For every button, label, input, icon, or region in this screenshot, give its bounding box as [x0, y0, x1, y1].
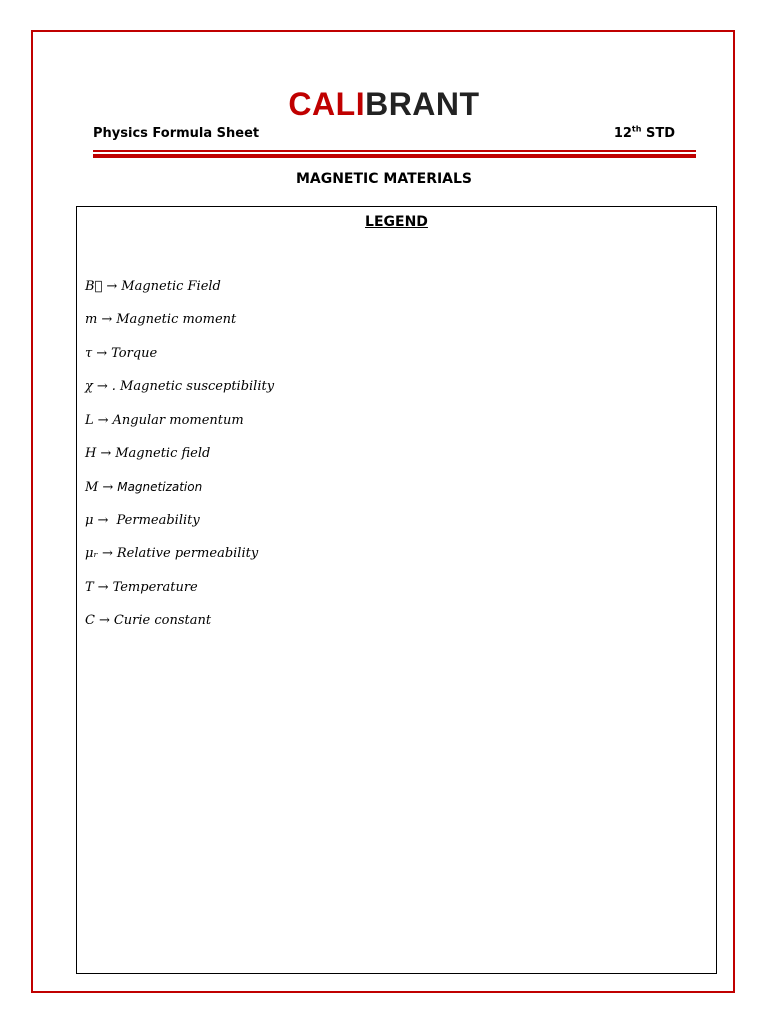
legend-symbol: χ: [85, 379, 93, 395]
grade-number: 12: [613, 126, 632, 141]
grade-suffix: th: [631, 124, 642, 134]
legend-symbol: C: [85, 612, 95, 628]
legend-meaning: Magnetic field: [115, 445, 211, 461]
legend-symbol: μᵣ: [85, 546, 98, 562]
legend-item: [85, 310, 274, 343]
legend-item: [85, 277, 274, 310]
arrow-icon: →: [101, 312, 113, 328]
legend-meaning: Relative permeability: [116, 546, 259, 562]
legend-symbol: m: [85, 312, 98, 328]
brand-logo: [0, 84, 768, 124]
arrow-icon: →: [97, 512, 109, 528]
arrow-icon: →: [97, 579, 109, 595]
arrow-icon: →: [102, 480, 114, 496]
brand-part-dark: BRANT: [365, 86, 480, 122]
legend-item: [85, 411, 274, 444]
legend-item: [85, 344, 274, 377]
legend-meaning: Curie constant: [113, 612, 212, 628]
legend-meaning: Permeability: [112, 512, 200, 528]
legend-item: [85, 611, 274, 644]
legend-title: LEGEND: [365, 214, 428, 230]
legend-meaning: Angular momentum: [112, 412, 244, 428]
brand-part-red: CALI: [288, 86, 366, 122]
legend-meaning: Magnetic moment: [116, 312, 237, 328]
legend-symbol: L: [85, 412, 94, 428]
arrow-icon: →: [106, 279, 118, 294]
legend-meaning: . Magnetic susceptibility: [111, 379, 275, 395]
header-rule-thick: [93, 154, 696, 158]
legend-item: [85, 511, 274, 544]
sheet-subtitle: Physics Formula Sheet: [93, 126, 260, 141]
legend-meaning: Magnetization: [117, 480, 203, 495]
legend-symbol: H: [85, 445, 97, 461]
legend-symbol: B⃗: [85, 279, 103, 294]
legend-item: [85, 377, 274, 410]
grade-std: STD: [645, 126, 675, 141]
legend-meaning: Torque: [111, 345, 158, 361]
legend-symbol: μ: [85, 512, 94, 528]
arrow-icon: →: [98, 612, 110, 628]
legend-item: [85, 444, 274, 477]
legend-list: [85, 277, 274, 644]
legend-symbol: τ: [85, 345, 93, 361]
legend-symbol: T: [85, 579, 94, 595]
legend-item: [85, 578, 274, 611]
legend-meaning: Temperature: [112, 579, 198, 595]
legend-meaning: Magnetic Field: [121, 279, 221, 294]
legend-box: [76, 206, 717, 974]
header-rule-thin: [93, 150, 696, 152]
arrow-icon: →: [97, 412, 109, 428]
arrow-icon: →: [96, 379, 108, 395]
legend-item: [85, 544, 274, 577]
arrow-icon: →: [100, 445, 112, 461]
section-title: MAGNETIC MATERIALS: [295, 171, 473, 187]
arrow-icon: →: [101, 546, 113, 562]
legend-symbol: M: [85, 480, 99, 496]
arrow-icon: →: [96, 345, 108, 361]
grade-label: [614, 126, 675, 141]
legend-item: [85, 477, 274, 510]
